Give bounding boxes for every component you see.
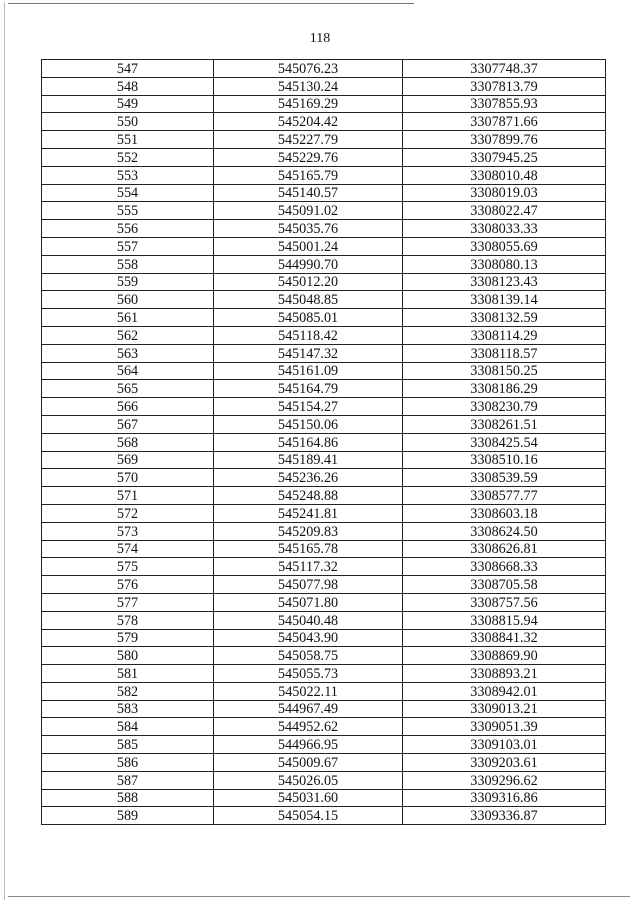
table-row [42,148,606,166]
y-coordinate-cell: 3308139.14 [403,291,606,309]
table-row [42,415,606,433]
point-number-cell: 563 [42,344,214,362]
table-row [42,504,606,522]
table-row [42,682,606,700]
y-coordinate-cell: 3309296.62 [403,771,606,789]
y-coordinate-cell: 3308114.29 [403,326,606,344]
point-number-cell: 575 [42,558,214,576]
point-number-cell: 565 [42,380,214,398]
point-number-cell: 549 [42,95,214,113]
x-coordinate-cell: 545248.88 [214,487,403,505]
x-coordinate-cell: 545040.48 [214,611,403,629]
x-coordinate-cell: 545204.42 [214,113,403,131]
point-number-cell: 586 [42,754,214,772]
point-number-cell: 578 [42,611,214,629]
table-row [42,736,606,754]
y-coordinate-cell: 3309051.39 [403,718,606,736]
table-row [42,665,606,683]
table-row [42,326,606,344]
y-coordinate-cell: 3308132.59 [403,309,606,327]
y-coordinate-cell: 3308815.94 [403,611,606,629]
x-coordinate-cell: 545085.01 [214,309,403,327]
table-row [42,60,606,78]
point-number-cell: 560 [42,291,214,309]
x-coordinate-cell: 545169.29 [214,95,403,113]
point-number-cell: 554 [42,184,214,202]
table-row [42,131,606,149]
y-coordinate-cell: 3308150.25 [403,362,606,380]
x-coordinate-cell: 545058.75 [214,647,403,665]
y-coordinate-cell: 3308118.57 [403,344,606,362]
table-row [42,754,606,772]
point-number-cell: 572 [42,504,214,522]
point-number-cell: 581 [42,665,214,683]
table-row [42,593,606,611]
x-coordinate-cell: 544966.95 [214,736,403,754]
y-coordinate-cell: 3308261.51 [403,415,606,433]
point-number-cell: 550 [42,113,214,131]
y-coordinate-cell: 3308123.43 [403,273,606,291]
y-coordinate-cell: 3307945.25 [403,148,606,166]
table-row [42,433,606,451]
point-number-cell: 573 [42,522,214,540]
table-row [42,718,606,736]
x-coordinate-cell: 545147.32 [214,344,403,362]
table-row [42,647,606,665]
table-row [42,273,606,291]
x-coordinate-cell: 545227.79 [214,131,403,149]
point-number-cell: 553 [42,166,214,184]
y-coordinate-cell: 3308425.54 [403,433,606,451]
table-row [42,398,606,416]
point-number-cell: 577 [42,593,214,611]
table-row [42,451,606,469]
point-number-cell: 557 [42,237,214,255]
y-coordinate-cell: 3307855.93 [403,95,606,113]
x-coordinate-cell: 545012.20 [214,273,403,291]
y-coordinate-cell: 3308033.33 [403,220,606,238]
table-row [42,184,606,202]
table-row [42,700,606,718]
x-coordinate-cell: 545026.05 [214,771,403,789]
point-number-cell: 580 [42,647,214,665]
table-row [42,255,606,273]
table-row [42,807,606,825]
x-coordinate-cell: 545140.57 [214,184,403,202]
y-coordinate-cell: 3308010.48 [403,166,606,184]
y-coordinate-cell: 3308841.32 [403,629,606,647]
table-row [42,540,606,558]
y-coordinate-cell: 3308055.69 [403,237,606,255]
point-number-cell: 569 [42,451,214,469]
x-coordinate-cell: 545035.76 [214,220,403,238]
table-row [42,344,606,362]
x-coordinate-cell: 545161.09 [214,362,403,380]
x-coordinate-cell: 545054.15 [214,807,403,825]
point-number-cell: 552 [42,148,214,166]
y-coordinate-cell: 3307871.66 [403,113,606,131]
point-number-cell: 556 [42,220,214,238]
point-number-cell: 567 [42,415,214,433]
x-coordinate-cell: 545031.60 [214,789,403,807]
x-coordinate-cell: 545043.90 [214,629,403,647]
x-coordinate-cell: 545048.85 [214,291,403,309]
y-coordinate-cell: 3308624.50 [403,522,606,540]
x-coordinate-cell: 545150.06 [214,415,403,433]
y-coordinate-cell: 3309203.61 [403,754,606,772]
y-coordinate-cell: 3308539.59 [403,469,606,487]
y-coordinate-cell: 3308230.79 [403,398,606,416]
table-row [42,789,606,807]
x-coordinate-cell: 545009.67 [214,754,403,772]
x-coordinate-cell: 545165.79 [214,166,403,184]
table-row [42,77,606,95]
y-coordinate-cell: 3309103.01 [403,736,606,754]
point-number-cell: 551 [42,131,214,149]
y-coordinate-cell: 3309013.21 [403,700,606,718]
y-coordinate-cell: 3308510.16 [403,451,606,469]
point-number-cell: 587 [42,771,214,789]
y-coordinate-cell: 3307813.79 [403,77,606,95]
y-coordinate-cell: 3307899.76 [403,131,606,149]
point-number-cell: 576 [42,576,214,594]
point-number-cell: 583 [42,700,214,718]
table-row [42,469,606,487]
x-coordinate-cell: 545164.86 [214,433,403,451]
y-coordinate-cell: 3308019.03 [403,184,606,202]
point-number-cell: 584 [42,718,214,736]
point-number-cell: 561 [42,309,214,327]
table-row [42,558,606,576]
x-coordinate-cell: 545001.24 [214,237,403,255]
table-row [42,166,606,184]
table-row [42,380,606,398]
y-coordinate-cell: 3308705.58 [403,576,606,594]
point-number-cell: 582 [42,682,214,700]
x-coordinate-cell: 545236.26 [214,469,403,487]
table-row [42,487,606,505]
y-coordinate-cell: 3308186.29 [403,380,606,398]
table-row [42,576,606,594]
x-coordinate-cell: 545165.78 [214,540,403,558]
left-scan-edge [4,2,5,900]
y-coordinate-cell: 3308080.13 [403,255,606,273]
table-row [42,291,606,309]
bottom-scan-rule [8,896,630,897]
point-number-cell: 570 [42,469,214,487]
x-coordinate-cell: 544967.49 [214,700,403,718]
table-row [42,95,606,113]
point-number-cell: 574 [42,540,214,558]
y-coordinate-cell: 3308603.18 [403,504,606,522]
x-coordinate-cell: 545117.32 [214,558,403,576]
y-coordinate-cell: 3308626.81 [403,540,606,558]
table-row [42,220,606,238]
point-number-cell: 548 [42,77,214,95]
point-number-cell: 571 [42,487,214,505]
y-coordinate-cell: 3307748.37 [403,60,606,78]
point-number-cell: 562 [42,326,214,344]
coordinate-table [41,59,606,825]
x-coordinate-cell: 545076.23 [214,60,403,78]
table-row [42,771,606,789]
table-row [42,237,606,255]
x-coordinate-cell: 545209.83 [214,522,403,540]
table-row [42,629,606,647]
point-number-cell: 555 [42,202,214,220]
y-coordinate-cell: 3308022.47 [403,202,606,220]
y-coordinate-cell: 3308668.33 [403,558,606,576]
table-row [42,522,606,540]
x-coordinate-cell: 545241.81 [214,504,403,522]
point-number-cell: 568 [42,433,214,451]
y-coordinate-cell: 3308869.90 [403,647,606,665]
point-number-cell: 564 [42,362,214,380]
y-coordinate-cell: 3308577.77 [403,487,606,505]
table-row [42,362,606,380]
point-number-cell: 588 [42,789,214,807]
point-number-cell: 558 [42,255,214,273]
x-coordinate-cell: 545077.98 [214,576,403,594]
y-coordinate-cell: 3309336.87 [403,807,606,825]
point-number-cell: 579 [42,629,214,647]
top-scan-rule [8,3,414,4]
table-row [42,113,606,131]
table-row [42,202,606,220]
x-coordinate-cell: 545164.79 [214,380,403,398]
point-number-cell: 589 [42,807,214,825]
point-number-cell: 566 [42,398,214,416]
y-coordinate-cell: 3308942.01 [403,682,606,700]
point-number-cell: 585 [42,736,214,754]
x-coordinate-cell: 545229.76 [214,148,403,166]
x-coordinate-cell: 545091.02 [214,202,403,220]
point-number-cell: 559 [42,273,214,291]
coordinate-table-body [42,60,606,825]
table-row [42,611,606,629]
x-coordinate-cell: 545022.11 [214,682,403,700]
y-coordinate-cell: 3308757.56 [403,593,606,611]
y-coordinate-cell: 3309316.86 [403,789,606,807]
table-row [42,309,606,327]
x-coordinate-cell: 545154.27 [214,398,403,416]
x-coordinate-cell: 545055.73 [214,665,403,683]
point-number-cell: 547 [42,60,214,78]
x-coordinate-cell: 544990.70 [214,255,403,273]
y-coordinate-cell: 3308893.21 [403,665,606,683]
x-coordinate-cell: 545189.41 [214,451,403,469]
x-coordinate-cell: 545071.80 [214,593,403,611]
x-coordinate-cell: 544952.62 [214,718,403,736]
page-number: 118 [309,31,331,46]
x-coordinate-cell: 545118.42 [214,326,403,344]
x-coordinate-cell: 545130.24 [214,77,403,95]
